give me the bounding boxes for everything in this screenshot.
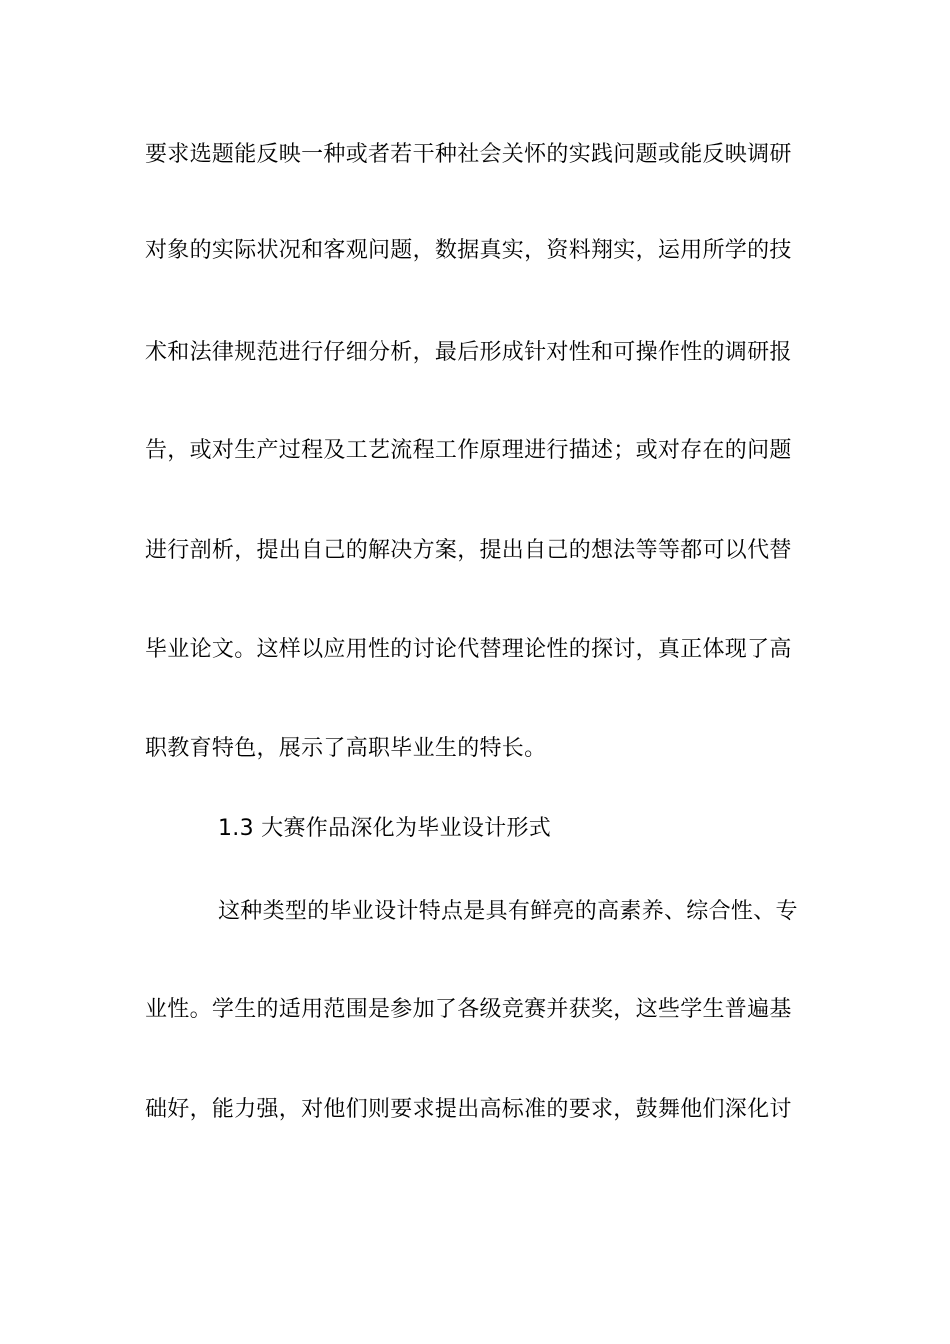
section-heading: 1.3 大赛作品深化为毕业设计形式: [218, 816, 552, 841]
paragraph-line: 要求选题能反映一种或者若干种社会关怀的实践问题或能反映调研: [145, 142, 792, 167]
paragraph-line: 告，或对生产过程及工艺流程工作原理进行描述；或对存在的问题: [145, 438, 792, 463]
paragraph-line: 进行剖析，提出自己的解决方案，提出自己的想法等等都可以代替: [145, 538, 792, 563]
paragraph-line: 职教育特色，展示了高职毕业生的特长。: [145, 736, 547, 761]
paragraph-line: 础好，能力强，对他们则要求提出高标准的要求，鼓舞他们深化讨: [145, 1097, 792, 1122]
paragraph-line: 业性。学生的适用范围是参加了各级竞赛并获奖，这些学生普遍基: [145, 997, 792, 1022]
paragraph-line: 这种类型的毕业设计特点是具有鲜亮的高素养、综合性、专: [218, 899, 798, 924]
paragraph-line: 术和法律规范进行仔细分析，最后形成针对性和可操作性的调研报: [145, 340, 792, 365]
paragraph-line: 毕业论文。这样以应用性的讨论代替理论性的探讨，真正体现了高: [145, 637, 792, 662]
paragraph-line: 对象的实际状况和客观问题，数据真实，资料翔实，运用所学的技: [145, 238, 792, 263]
